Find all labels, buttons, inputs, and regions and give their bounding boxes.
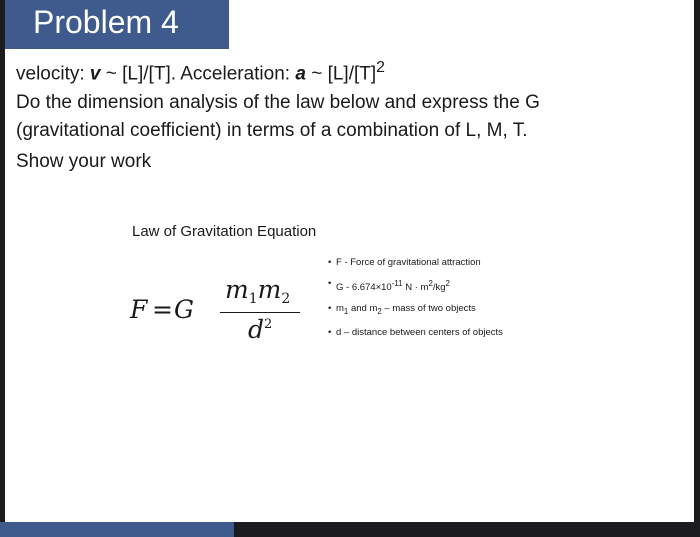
- velocity-symbol: v: [89, 63, 101, 85]
- slide-title: Problem 4: [33, 4, 179, 40]
- bullet-g-unit-rest: /kg: [432, 282, 446, 294]
- eq-d: d: [248, 315, 265, 344]
- eq-m2: m: [257, 275, 282, 304]
- slide: [5, 0, 694, 522]
- eq-sub2: 2: [281, 291, 291, 307]
- eq-sub1: 1: [248, 291, 258, 307]
- bullet-mass-b: and m: [348, 303, 378, 315]
- eq-m1: m: [225, 275, 249, 304]
- law-title: Law of Gravitation Equation: [132, 223, 317, 240]
- bullet-marker: •: [328, 327, 332, 339]
- eq-denominator: [248, 315, 272, 344]
- bullet-g-unit: N · m: [402, 282, 429, 294]
- bullet-mass-sub2: 2: [377, 307, 382, 317]
- bullet-distance: d – distance between centers of objects: [336, 327, 503, 339]
- list-item: [328, 257, 513, 269]
- instruction-line-1: Do the dimension analysis of the law below and express the G: [16, 92, 540, 113]
- acceleration-exponent: 2: [376, 59, 385, 76]
- line-velocity-acceleration: [16, 59, 385, 85]
- eq-force-symbol: F: [130, 295, 148, 324]
- list-item: [328, 278, 513, 294]
- bullet-g-unit-rest-exp: 2: [445, 279, 450, 288]
- bottom-accent-bar: [0, 522, 234, 537]
- bullet-mass-a: m: [336, 303, 344, 315]
- list-item: [328, 303, 513, 318]
- bullet-g-value: G - 6.674×10: [336, 282, 392, 294]
- instruction-line-3: Show your work: [16, 151, 152, 172]
- bullet-marker: •: [328, 303, 332, 315]
- bullet-mass-sub1: 1: [343, 307, 349, 317]
- eq-g-symbol: G: [174, 295, 194, 324]
- bullet-marker: •: [328, 257, 332, 268]
- acceleration-dim: ~ [L]/[T]: [305, 63, 377, 85]
- bullet-g-unit-exp: 2: [428, 279, 433, 288]
- eq-equals-sign: =: [152, 295, 173, 324]
- gravitation-equation: [130, 275, 310, 355]
- bullet-mass-c: – mass of two objects: [381, 303, 476, 315]
- bullet-force: F - Force of gravitational attraction: [336, 257, 481, 268]
- title-bar: [5, 0, 229, 49]
- definition-list: [328, 257, 513, 348]
- eq-d-exponent: 2: [264, 317, 273, 332]
- velocity-dim: ~ [L]/[T]. Acceleration:: [100, 63, 296, 85]
- bullet-g-exponent: -11: [391, 279, 403, 288]
- bullet-marker: •: [328, 278, 332, 289]
- eq-fraction-bar: [220, 312, 300, 313]
- eq-numerator: [225, 275, 290, 307]
- velocity-prefix: velocity:: [16, 63, 90, 85]
- acceleration-symbol: a: [295, 63, 306, 85]
- instruction-line-2: (gravitational coefficient) in terms of a combination of L, M, T.: [16, 120, 528, 141]
- list-item: [328, 327, 513, 339]
